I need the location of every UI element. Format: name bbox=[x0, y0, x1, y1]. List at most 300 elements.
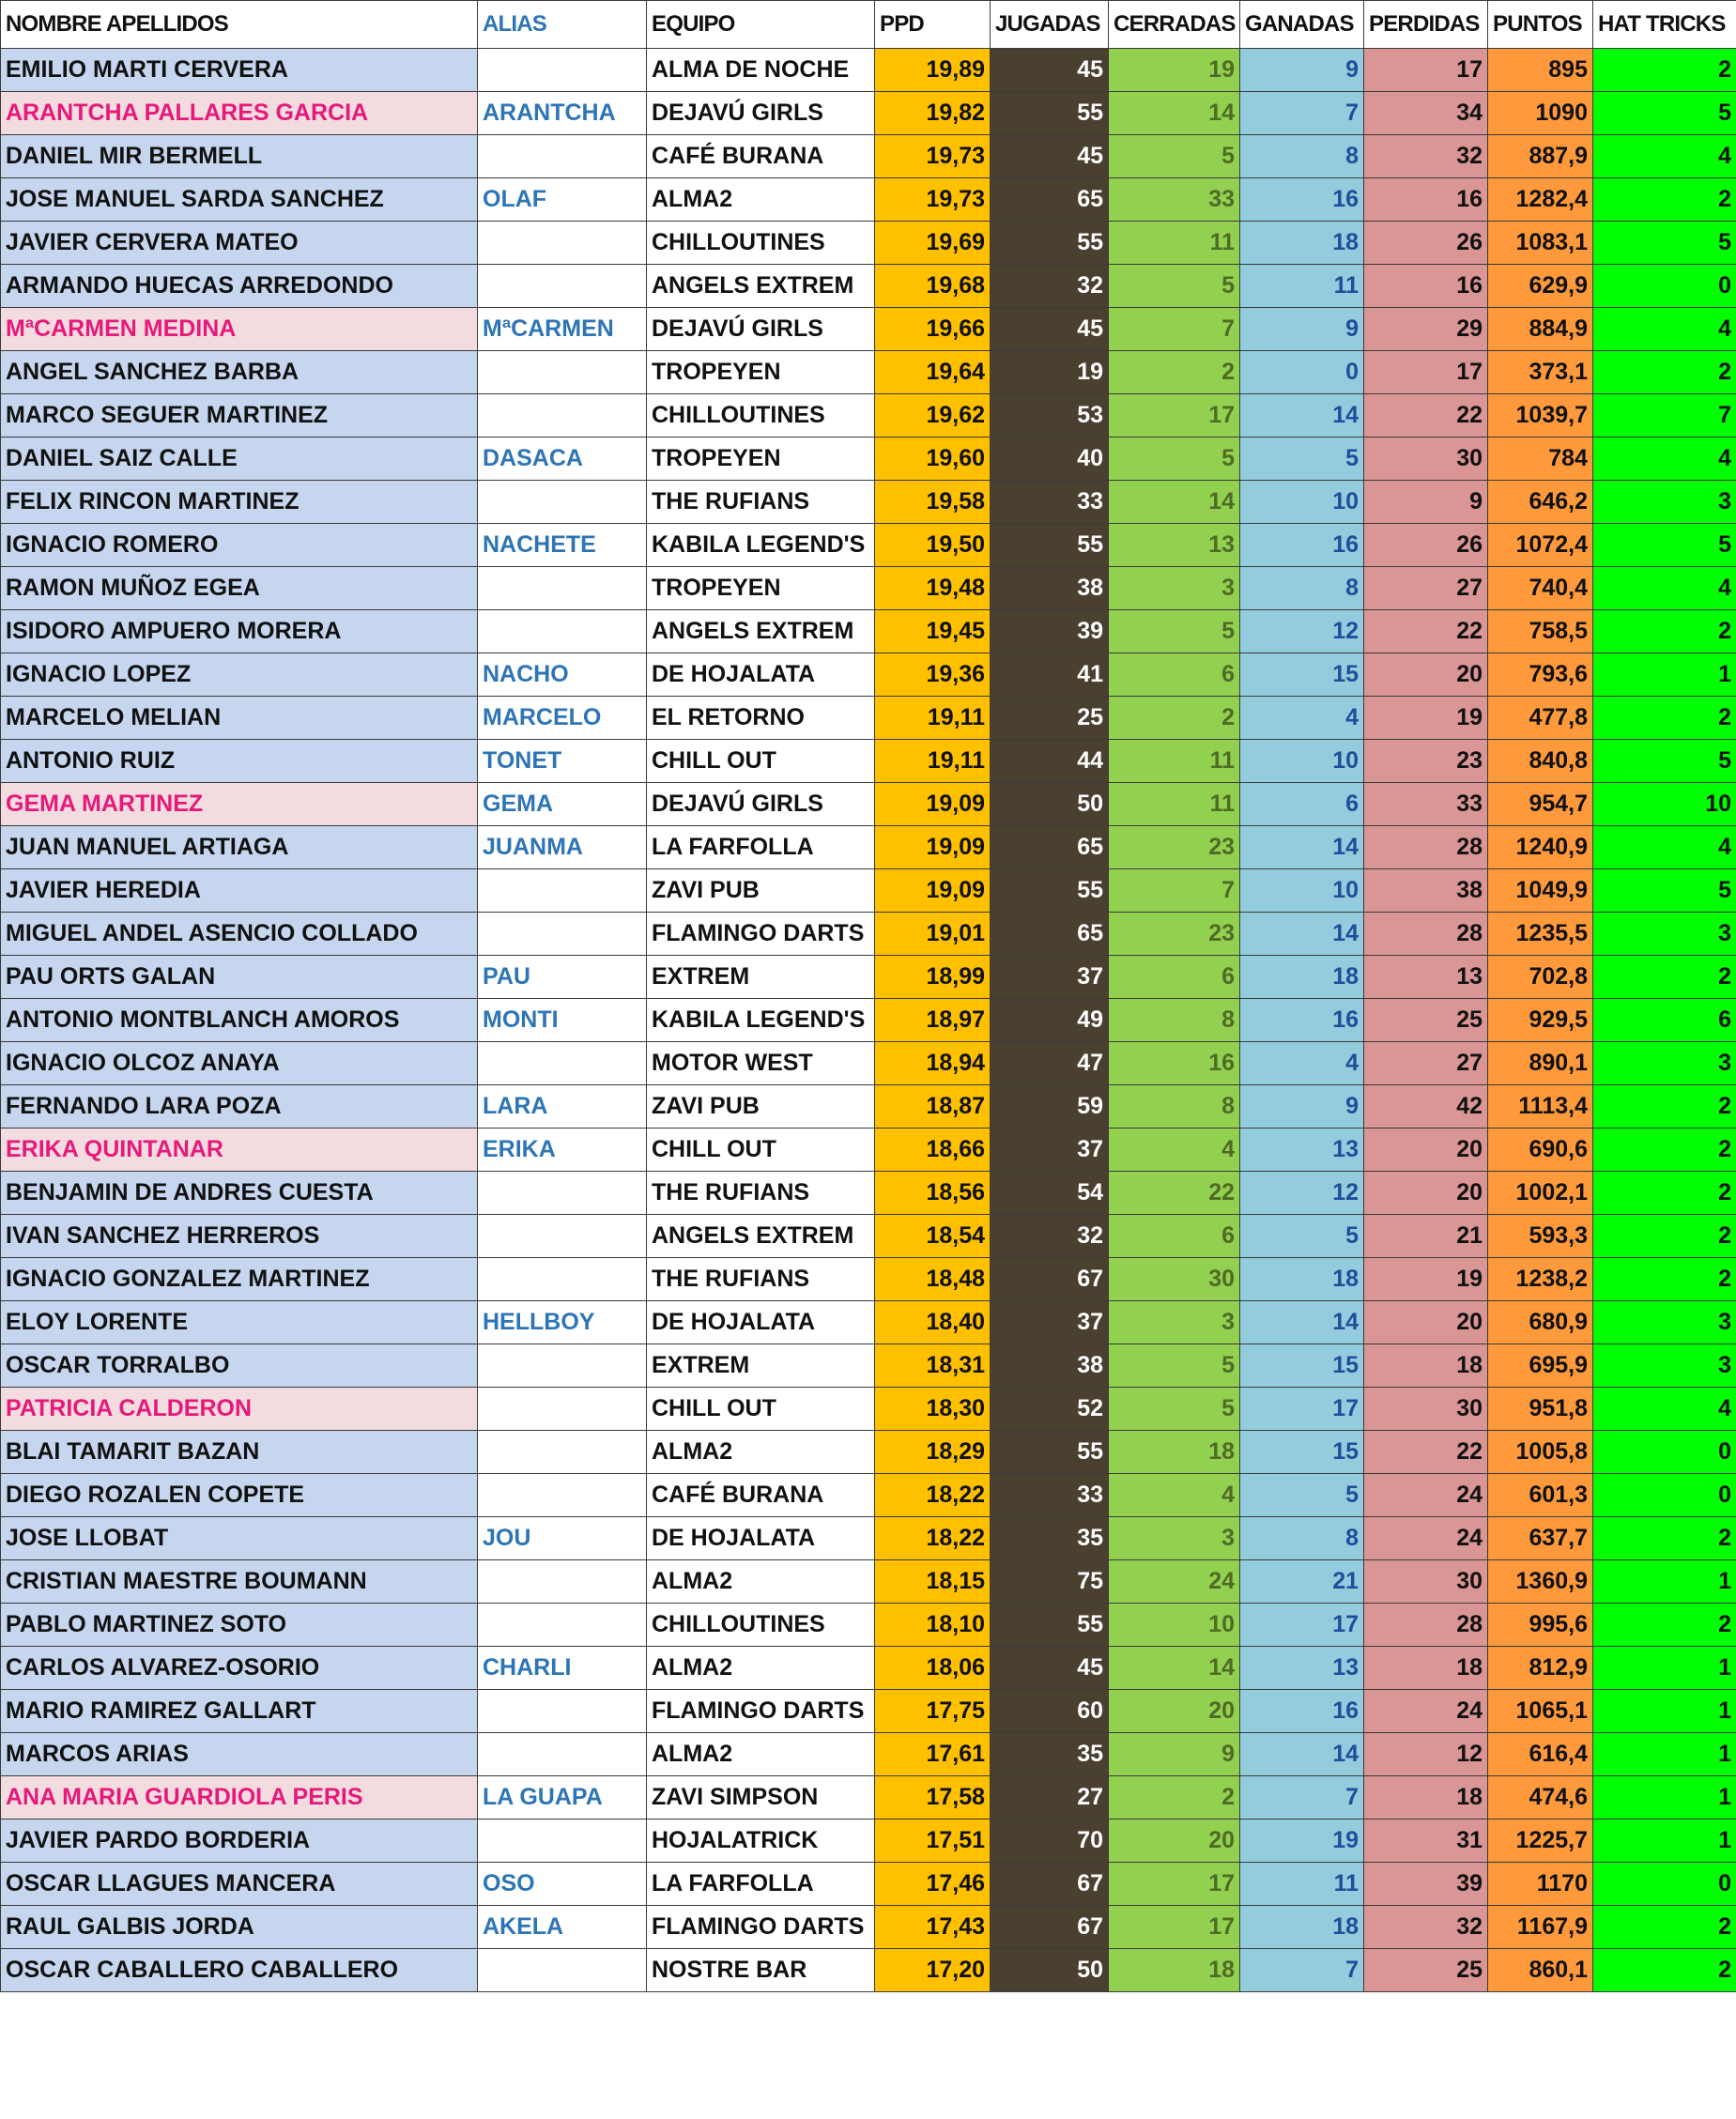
won-cell[interactable]: 9 bbox=[1240, 1085, 1364, 1129]
team-cell[interactable]: ZAVI PUB bbox=[647, 869, 875, 913]
won-cell[interactable]: 12 bbox=[1240, 1172, 1364, 1215]
closed-cell[interactable]: 9 bbox=[1109, 1733, 1240, 1776]
points-cell[interactable]: 637,7 bbox=[1488, 1517, 1593, 1560]
ppd-cell[interactable]: 18,99 bbox=[875, 956, 991, 999]
closed-cell[interactable]: 3 bbox=[1109, 1517, 1240, 1560]
alias-cell[interactable] bbox=[478, 1949, 647, 1992]
ppd-cell[interactable]: 18,56 bbox=[875, 1172, 991, 1215]
ppd-cell[interactable]: 17,43 bbox=[875, 1906, 991, 1949]
points-cell[interactable]: 1238,2 bbox=[1488, 1258, 1593, 1301]
ppd-cell[interactable]: 19,66 bbox=[875, 308, 991, 351]
played-cell[interactable]: 55 bbox=[991, 869, 1109, 913]
closed-cell[interactable]: 22 bbox=[1109, 1172, 1240, 1215]
won-cell[interactable]: 19 bbox=[1240, 1820, 1364, 1863]
played-cell[interactable]: 32 bbox=[991, 1215, 1109, 1258]
lost-cell[interactable]: 26 bbox=[1364, 524, 1488, 567]
points-cell[interactable]: 593,3 bbox=[1488, 1215, 1593, 1258]
closed-cell[interactable]: 18 bbox=[1109, 1949, 1240, 1992]
closed-cell[interactable]: 2 bbox=[1109, 1776, 1240, 1820]
hat-tricks-cell[interactable]: 1 bbox=[1593, 1776, 1736, 1820]
closed-cell[interactable]: 5 bbox=[1109, 135, 1240, 178]
won-cell[interactable]: 18 bbox=[1240, 956, 1364, 999]
alias-cell[interactable] bbox=[478, 1474, 647, 1517]
lost-cell[interactable]: 17 bbox=[1364, 49, 1488, 92]
team-cell[interactable]: NOSTRE BAR bbox=[647, 1949, 875, 1992]
played-cell[interactable]: 53 bbox=[991, 394, 1109, 438]
lost-cell[interactable]: 27 bbox=[1364, 567, 1488, 610]
ppd-cell[interactable]: 18,48 bbox=[875, 1258, 991, 1301]
header-hat-tricks[interactable]: HAT TRICKS bbox=[1593, 1, 1736, 49]
played-cell[interactable]: 47 bbox=[991, 1042, 1109, 1085]
player-name-cell[interactable]: IGNACIO ROMERO bbox=[1, 524, 478, 567]
points-cell[interactable]: 1225,7 bbox=[1488, 1820, 1593, 1863]
points-cell[interactable]: 1360,9 bbox=[1488, 1560, 1593, 1604]
points-cell[interactable]: 690,6 bbox=[1488, 1129, 1593, 1172]
ppd-cell[interactable]: 19,58 bbox=[875, 481, 991, 524]
played-cell[interactable]: 35 bbox=[991, 1733, 1109, 1776]
closed-cell[interactable]: 4 bbox=[1109, 1474, 1240, 1517]
won-cell[interactable]: 11 bbox=[1240, 1863, 1364, 1906]
won-cell[interactable]: 10 bbox=[1240, 481, 1364, 524]
hat-tricks-cell[interactable]: 2 bbox=[1593, 697, 1736, 740]
alias-cell[interactable]: DASACA bbox=[478, 438, 647, 481]
points-cell[interactable]: 1282,4 bbox=[1488, 178, 1593, 222]
played-cell[interactable]: 60 bbox=[991, 1690, 1109, 1733]
lost-cell[interactable]: 16 bbox=[1364, 178, 1488, 222]
ppd-cell[interactable]: 19,73 bbox=[875, 178, 991, 222]
closed-cell[interactable]: 14 bbox=[1109, 1647, 1240, 1690]
alias-cell[interactable] bbox=[478, 1388, 647, 1431]
team-cell[interactable]: ALMA2 bbox=[647, 1647, 875, 1690]
played-cell[interactable]: 33 bbox=[991, 481, 1109, 524]
played-cell[interactable]: 27 bbox=[991, 1776, 1109, 1820]
ppd-cell[interactable]: 19,36 bbox=[875, 653, 991, 697]
won-cell[interactable]: 8 bbox=[1240, 1517, 1364, 1560]
player-name-cell[interactable]: MARCOS ARIAS bbox=[1, 1733, 478, 1776]
team-cell[interactable]: FLAMINGO DARTS bbox=[647, 913, 875, 956]
closed-cell[interactable]: 7 bbox=[1109, 869, 1240, 913]
alias-cell[interactable] bbox=[478, 567, 647, 610]
hat-tricks-cell[interactable]: 3 bbox=[1593, 1344, 1736, 1388]
hat-tricks-cell[interactable]: 5 bbox=[1593, 524, 1736, 567]
header-points[interactable]: PUNTOS bbox=[1488, 1, 1593, 49]
ppd-cell[interactable]: 18,22 bbox=[875, 1517, 991, 1560]
points-cell[interactable]: 477,8 bbox=[1488, 697, 1593, 740]
team-cell[interactable]: KABILA LEGEND'S bbox=[647, 524, 875, 567]
team-cell[interactable]: LA FARFOLLA bbox=[647, 1863, 875, 1906]
points-cell[interactable]: 1167,9 bbox=[1488, 1906, 1593, 1949]
ppd-cell[interactable]: 18,40 bbox=[875, 1301, 991, 1344]
team-cell[interactable]: CHILL OUT bbox=[647, 1129, 875, 1172]
player-name-cell[interactable]: PABLO MARTINEZ SOTO bbox=[1, 1604, 478, 1647]
hat-tricks-cell[interactable]: 0 bbox=[1593, 1863, 1736, 1906]
lost-cell[interactable]: 31 bbox=[1364, 1820, 1488, 1863]
ppd-cell[interactable]: 19,60 bbox=[875, 438, 991, 481]
alias-cell[interactable] bbox=[478, 869, 647, 913]
lost-cell[interactable]: 22 bbox=[1364, 1431, 1488, 1474]
hat-tricks-cell[interactable]: 4 bbox=[1593, 1388, 1736, 1431]
points-cell[interactable]: 1072,4 bbox=[1488, 524, 1593, 567]
closed-cell[interactable]: 5 bbox=[1109, 438, 1240, 481]
team-cell[interactable]: THE RUFIANS bbox=[647, 1258, 875, 1301]
header-alias[interactable]: ALIAS bbox=[478, 1, 647, 49]
team-cell[interactable]: CAFÉ BURANA bbox=[647, 1474, 875, 1517]
ppd-cell[interactable]: 18,66 bbox=[875, 1129, 991, 1172]
player-name-cell[interactable]: ANA MARIA GUARDIOLA PERIS bbox=[1, 1776, 478, 1820]
ppd-cell[interactable]: 19,82 bbox=[875, 92, 991, 135]
lost-cell[interactable]: 42 bbox=[1364, 1085, 1488, 1129]
alias-cell[interactable]: NACHO bbox=[478, 653, 647, 697]
hat-tricks-cell[interactable]: 2 bbox=[1593, 1172, 1736, 1215]
closed-cell[interactable]: 17 bbox=[1109, 1863, 1240, 1906]
played-cell[interactable]: 75 bbox=[991, 1560, 1109, 1604]
closed-cell[interactable]: 10 bbox=[1109, 1604, 1240, 1647]
played-cell[interactable]: 37 bbox=[991, 1129, 1109, 1172]
hat-tricks-cell[interactable]: 1 bbox=[1593, 1690, 1736, 1733]
team-cell[interactable]: MOTOR WEST bbox=[647, 1042, 875, 1085]
ppd-cell[interactable]: 17,46 bbox=[875, 1863, 991, 1906]
player-name-cell[interactable]: MARCELO MELIAN bbox=[1, 697, 478, 740]
won-cell[interactable]: 13 bbox=[1240, 1647, 1364, 1690]
team-cell[interactable]: DEJAVÚ GIRLS bbox=[647, 783, 875, 826]
played-cell[interactable]: 33 bbox=[991, 1474, 1109, 1517]
player-name-cell[interactable]: PATRICIA CALDERON bbox=[1, 1388, 478, 1431]
alias-cell[interactable] bbox=[478, 1733, 647, 1776]
points-cell[interactable]: 1002,1 bbox=[1488, 1172, 1593, 1215]
points-cell[interactable]: 951,8 bbox=[1488, 1388, 1593, 1431]
played-cell[interactable]: 38 bbox=[991, 1344, 1109, 1388]
alias-cell[interactable] bbox=[478, 1820, 647, 1863]
played-cell[interactable]: 65 bbox=[991, 178, 1109, 222]
player-name-cell[interactable]: JOSE LLOBAT bbox=[1, 1517, 478, 1560]
alias-cell[interactable]: GEMA bbox=[478, 783, 647, 826]
won-cell[interactable]: 10 bbox=[1240, 740, 1364, 783]
ppd-cell[interactable]: 17,51 bbox=[875, 1820, 991, 1863]
team-cell[interactable]: ALMA2 bbox=[647, 1733, 875, 1776]
points-cell[interactable]: 740,4 bbox=[1488, 567, 1593, 610]
played-cell[interactable]: 40 bbox=[991, 438, 1109, 481]
alias-cell[interactable]: ERIKA bbox=[478, 1129, 647, 1172]
player-name-cell[interactable]: DANIEL MIR BERMELL bbox=[1, 135, 478, 178]
ppd-cell[interactable]: 19,69 bbox=[875, 222, 991, 265]
team-cell[interactable]: ANGELS EXTREM bbox=[647, 610, 875, 653]
alias-cell[interactable]: MONTI bbox=[478, 999, 647, 1042]
team-cell[interactable]: THE RUFIANS bbox=[647, 1172, 875, 1215]
won-cell[interactable]: 15 bbox=[1240, 653, 1364, 697]
player-name-cell[interactable]: JAVIER CERVERA MATEO bbox=[1, 222, 478, 265]
won-cell[interactable]: 16 bbox=[1240, 1690, 1364, 1733]
lost-cell[interactable]: 39 bbox=[1364, 1863, 1488, 1906]
hat-tricks-cell[interactable]: 5 bbox=[1593, 222, 1736, 265]
alias-cell[interactable]: MªCARMEN bbox=[478, 308, 647, 351]
header-ppd[interactable]: PPD bbox=[875, 1, 991, 49]
player-name-cell[interactable]: MARCO SEGUER MARTINEZ bbox=[1, 394, 478, 438]
points-cell[interactable]: 895 bbox=[1488, 49, 1593, 92]
team-cell[interactable]: DE HOJALATA bbox=[647, 653, 875, 697]
won-cell[interactable]: 18 bbox=[1240, 222, 1364, 265]
team-cell[interactable]: ANGELS EXTREM bbox=[647, 1215, 875, 1258]
player-name-cell[interactable]: CARLOS ALVAREZ-OSORIO bbox=[1, 1647, 478, 1690]
team-cell[interactable]: ANGELS EXTREM bbox=[647, 265, 875, 308]
team-cell[interactable]: CAFÉ BURANA bbox=[647, 135, 875, 178]
team-cell[interactable]: DE HOJALATA bbox=[647, 1517, 875, 1560]
lost-cell[interactable]: 34 bbox=[1364, 92, 1488, 135]
alias-cell[interactable] bbox=[478, 1344, 647, 1388]
lost-cell[interactable]: 18 bbox=[1364, 1647, 1488, 1690]
points-cell[interactable]: 995,6 bbox=[1488, 1604, 1593, 1647]
lost-cell[interactable]: 27 bbox=[1364, 1042, 1488, 1085]
played-cell[interactable]: 37 bbox=[991, 1301, 1109, 1344]
ppd-cell[interactable]: 17,61 bbox=[875, 1733, 991, 1776]
ppd-cell[interactable]: 18,06 bbox=[875, 1647, 991, 1690]
team-cell[interactable]: DEJAVÚ GIRLS bbox=[647, 308, 875, 351]
played-cell[interactable]: 54 bbox=[991, 1172, 1109, 1215]
points-cell[interactable]: 629,9 bbox=[1488, 265, 1593, 308]
player-name-cell[interactable]: IGNACIO GONZALEZ MARTINEZ bbox=[1, 1258, 478, 1301]
hat-tricks-cell[interactable]: 3 bbox=[1593, 1301, 1736, 1344]
closed-cell[interactable]: 3 bbox=[1109, 567, 1240, 610]
team-cell[interactable]: KABILA LEGEND'S bbox=[647, 999, 875, 1042]
alias-cell[interactable]: AKELA bbox=[478, 1906, 647, 1949]
hat-tricks-cell[interactable]: 2 bbox=[1593, 1906, 1736, 1949]
ppd-cell[interactable]: 18,15 bbox=[875, 1560, 991, 1604]
team-cell[interactable]: CHILLOUTINES bbox=[647, 394, 875, 438]
ppd-cell[interactable]: 19,11 bbox=[875, 740, 991, 783]
closed-cell[interactable]: 5 bbox=[1109, 610, 1240, 653]
team-cell[interactable]: CHILL OUT bbox=[647, 1388, 875, 1431]
closed-cell[interactable]: 8 bbox=[1109, 999, 1240, 1042]
lost-cell[interactable]: 32 bbox=[1364, 1906, 1488, 1949]
alias-cell[interactable] bbox=[478, 1042, 647, 1085]
player-name-cell[interactable]: MARIO RAMIREZ GALLART bbox=[1, 1690, 478, 1733]
won-cell[interactable]: 9 bbox=[1240, 308, 1364, 351]
closed-cell[interactable]: 13 bbox=[1109, 524, 1240, 567]
ppd-cell[interactable]: 18,22 bbox=[875, 1474, 991, 1517]
played-cell[interactable]: 38 bbox=[991, 567, 1109, 610]
alias-cell[interactable] bbox=[478, 1431, 647, 1474]
hat-tricks-cell[interactable]: 4 bbox=[1593, 826, 1736, 869]
lost-cell[interactable]: 18 bbox=[1364, 1776, 1488, 1820]
closed-cell[interactable]: 5 bbox=[1109, 1344, 1240, 1388]
alias-cell[interactable]: HELLBOY bbox=[478, 1301, 647, 1344]
closed-cell[interactable]: 14 bbox=[1109, 481, 1240, 524]
lost-cell[interactable]: 23 bbox=[1364, 740, 1488, 783]
won-cell[interactable]: 4 bbox=[1240, 697, 1364, 740]
lost-cell[interactable]: 29 bbox=[1364, 308, 1488, 351]
player-name-cell[interactable]: CRISTIAN MAESTRE BOUMANN bbox=[1, 1560, 478, 1604]
team-cell[interactable]: CHILLOUTINES bbox=[647, 1604, 875, 1647]
won-cell[interactable]: 4 bbox=[1240, 1042, 1364, 1085]
won-cell[interactable]: 16 bbox=[1240, 178, 1364, 222]
ppd-cell[interactable]: 18,10 bbox=[875, 1604, 991, 1647]
hat-tricks-cell[interactable]: 2 bbox=[1593, 1517, 1736, 1560]
won-cell[interactable]: 8 bbox=[1240, 567, 1364, 610]
alias-cell[interactable]: LA GUAPA bbox=[478, 1776, 647, 1820]
ppd-cell[interactable]: 17,20 bbox=[875, 1949, 991, 1992]
team-cell[interactable]: DEJAVÚ GIRLS bbox=[647, 92, 875, 135]
closed-cell[interactable]: 19 bbox=[1109, 49, 1240, 92]
lost-cell[interactable]: 18 bbox=[1364, 1344, 1488, 1388]
hat-tricks-cell[interactable]: 2 bbox=[1593, 1949, 1736, 1992]
closed-cell[interactable]: 23 bbox=[1109, 826, 1240, 869]
won-cell[interactable]: 6 bbox=[1240, 783, 1364, 826]
lost-cell[interactable]: 33 bbox=[1364, 783, 1488, 826]
player-name-cell[interactable]: JAVIER HEREDIA bbox=[1, 869, 478, 913]
team-cell[interactable]: FLAMINGO DARTS bbox=[647, 1906, 875, 1949]
player-name-cell[interactable]: ELOY LORENTE bbox=[1, 1301, 478, 1344]
player-name-cell[interactable]: IGNACIO OLCOZ ANAYA bbox=[1, 1042, 478, 1085]
hat-tricks-cell[interactable]: 1 bbox=[1593, 1820, 1736, 1863]
closed-cell[interactable]: 11 bbox=[1109, 783, 1240, 826]
ppd-cell[interactable]: 18,94 bbox=[875, 1042, 991, 1085]
player-name-cell[interactable]: RAUL GALBIS JORDA bbox=[1, 1906, 478, 1949]
played-cell[interactable]: 52 bbox=[991, 1388, 1109, 1431]
won-cell[interactable]: 9 bbox=[1240, 49, 1364, 92]
player-name-cell[interactable]: JAVIER PARDO BORDERIA bbox=[1, 1820, 478, 1863]
alias-cell[interactable] bbox=[478, 135, 647, 178]
alias-cell[interactable] bbox=[478, 49, 647, 92]
points-cell[interactable]: 646,2 bbox=[1488, 481, 1593, 524]
points-cell[interactable]: 1065,1 bbox=[1488, 1690, 1593, 1733]
lost-cell[interactable]: 28 bbox=[1364, 826, 1488, 869]
alias-cell[interactable]: ARANTCHA bbox=[478, 92, 647, 135]
team-cell[interactable]: TROPEYEN bbox=[647, 438, 875, 481]
hat-tricks-cell[interactable]: 0 bbox=[1593, 1431, 1736, 1474]
closed-cell[interactable]: 24 bbox=[1109, 1560, 1240, 1604]
points-cell[interactable]: 758,5 bbox=[1488, 610, 1593, 653]
ppd-cell[interactable]: 19,64 bbox=[875, 351, 991, 394]
points-cell[interactable]: 1235,5 bbox=[1488, 913, 1593, 956]
played-cell[interactable]: 45 bbox=[991, 49, 1109, 92]
team-cell[interactable]: THE RUFIANS bbox=[647, 481, 875, 524]
header-team[interactable]: EQUIPO bbox=[647, 1, 875, 49]
played-cell[interactable]: 45 bbox=[991, 308, 1109, 351]
played-cell[interactable]: 65 bbox=[991, 913, 1109, 956]
hat-tricks-cell[interactable]: 2 bbox=[1593, 610, 1736, 653]
team-cell[interactable]: ALMA DE NOCHE bbox=[647, 49, 875, 92]
ppd-cell[interactable]: 19,09 bbox=[875, 869, 991, 913]
points-cell[interactable]: 474,6 bbox=[1488, 1776, 1593, 1820]
played-cell[interactable]: 55 bbox=[991, 524, 1109, 567]
points-cell[interactable]: 812,9 bbox=[1488, 1647, 1593, 1690]
player-name-cell[interactable]: IVAN SANCHEZ HERREROS bbox=[1, 1215, 478, 1258]
won-cell[interactable]: 21 bbox=[1240, 1560, 1364, 1604]
closed-cell[interactable]: 7 bbox=[1109, 308, 1240, 351]
team-cell[interactable]: EXTREM bbox=[647, 1344, 875, 1388]
lost-cell[interactable]: 22 bbox=[1364, 394, 1488, 438]
played-cell[interactable]: 45 bbox=[991, 135, 1109, 178]
player-name-cell[interactable]: DANIEL SAIZ CALLE bbox=[1, 438, 478, 481]
lost-cell[interactable]: 28 bbox=[1364, 1604, 1488, 1647]
played-cell[interactable]: 67 bbox=[991, 1906, 1109, 1949]
alias-cell[interactable] bbox=[478, 1560, 647, 1604]
ppd-cell[interactable]: 18,97 bbox=[875, 999, 991, 1042]
lost-cell[interactable]: 16 bbox=[1364, 265, 1488, 308]
player-name-cell[interactable]: BLAI TAMARIT BAZAN bbox=[1, 1431, 478, 1474]
alias-cell[interactable]: JOU bbox=[478, 1517, 647, 1560]
played-cell[interactable]: 44 bbox=[991, 740, 1109, 783]
lost-cell[interactable]: 30 bbox=[1364, 1388, 1488, 1431]
points-cell[interactable]: 884,9 bbox=[1488, 308, 1593, 351]
player-name-cell[interactable]: DIEGO ROZALEN COPETE bbox=[1, 1474, 478, 1517]
closed-cell[interactable]: 2 bbox=[1109, 351, 1240, 394]
lost-cell[interactable]: 24 bbox=[1364, 1690, 1488, 1733]
ppd-cell[interactable]: 19,09 bbox=[875, 826, 991, 869]
alias-cell[interactable] bbox=[478, 913, 647, 956]
played-cell[interactable]: 55 bbox=[991, 92, 1109, 135]
alias-cell[interactable]: PAU bbox=[478, 956, 647, 999]
player-name-cell[interactable]: JUAN MANUEL ARTIAGA bbox=[1, 826, 478, 869]
lost-cell[interactable]: 25 bbox=[1364, 1949, 1488, 1992]
team-cell[interactable]: CHILLOUTINES bbox=[647, 222, 875, 265]
played-cell[interactable]: 45 bbox=[991, 1647, 1109, 1690]
closed-cell[interactable]: 8 bbox=[1109, 1085, 1240, 1129]
hat-tricks-cell[interactable]: 2 bbox=[1593, 351, 1736, 394]
alias-cell[interactable] bbox=[478, 610, 647, 653]
header-won[interactable]: GANADAS bbox=[1240, 1, 1364, 49]
hat-tricks-cell[interactable]: 2 bbox=[1593, 1129, 1736, 1172]
lost-cell[interactable]: 9 bbox=[1364, 481, 1488, 524]
won-cell[interactable]: 11 bbox=[1240, 265, 1364, 308]
closed-cell[interactable]: 16 bbox=[1109, 1042, 1240, 1085]
hat-tricks-cell[interactable]: 4 bbox=[1593, 308, 1736, 351]
closed-cell[interactable]: 11 bbox=[1109, 740, 1240, 783]
alias-cell[interactable]: MARCELO bbox=[478, 697, 647, 740]
closed-cell[interactable]: 14 bbox=[1109, 92, 1240, 135]
ppd-cell[interactable]: 18,54 bbox=[875, 1215, 991, 1258]
lost-cell[interactable]: 30 bbox=[1364, 438, 1488, 481]
closed-cell[interactable]: 17 bbox=[1109, 1906, 1240, 1949]
player-name-cell[interactable]: MªCARMEN MEDINA bbox=[1, 308, 478, 351]
hat-tricks-cell[interactable]: 4 bbox=[1593, 135, 1736, 178]
won-cell[interactable]: 15 bbox=[1240, 1344, 1364, 1388]
won-cell[interactable]: 14 bbox=[1240, 826, 1364, 869]
alias-cell[interactable] bbox=[478, 1258, 647, 1301]
lost-cell[interactable]: 13 bbox=[1364, 956, 1488, 999]
won-cell[interactable]: 10 bbox=[1240, 869, 1364, 913]
ppd-cell[interactable]: 19,62 bbox=[875, 394, 991, 438]
closed-cell[interactable]: 23 bbox=[1109, 913, 1240, 956]
lost-cell[interactable]: 26 bbox=[1364, 222, 1488, 265]
played-cell[interactable]: 65 bbox=[991, 826, 1109, 869]
ppd-cell[interactable]: 19,09 bbox=[875, 783, 991, 826]
team-cell[interactable]: LA FARFOLLA bbox=[647, 826, 875, 869]
ppd-cell[interactable]: 19,48 bbox=[875, 567, 991, 610]
closed-cell[interactable]: 6 bbox=[1109, 956, 1240, 999]
header-name[interactable]: NOMBRE APELLIDOS bbox=[1, 1, 478, 49]
lost-cell[interactable]: 20 bbox=[1364, 1172, 1488, 1215]
won-cell[interactable]: 7 bbox=[1240, 1949, 1364, 1992]
alias-cell[interactable] bbox=[478, 481, 647, 524]
player-name-cell[interactable]: OSCAR TORRALBO bbox=[1, 1344, 478, 1388]
lost-cell[interactable]: 24 bbox=[1364, 1517, 1488, 1560]
points-cell[interactable]: 887,9 bbox=[1488, 135, 1593, 178]
points-cell[interactable]: 929,5 bbox=[1488, 999, 1593, 1042]
won-cell[interactable]: 16 bbox=[1240, 524, 1364, 567]
hat-tricks-cell[interactable]: 2 bbox=[1593, 1604, 1736, 1647]
lost-cell[interactable]: 21 bbox=[1364, 1215, 1488, 1258]
team-cell[interactable]: TROPEYEN bbox=[647, 351, 875, 394]
player-name-cell[interactable]: MIGUEL ANDEL ASENCIO COLLADO bbox=[1, 913, 478, 956]
points-cell[interactable]: 793,6 bbox=[1488, 653, 1593, 697]
closed-cell[interactable]: 6 bbox=[1109, 653, 1240, 697]
won-cell[interactable]: 5 bbox=[1240, 1474, 1364, 1517]
hat-tricks-cell[interactable]: 1 bbox=[1593, 1647, 1736, 1690]
team-cell[interactable]: DE HOJALATA bbox=[647, 1301, 875, 1344]
header-played[interactable]: JUGADAS bbox=[991, 1, 1109, 49]
closed-cell[interactable]: 2 bbox=[1109, 697, 1240, 740]
hat-tricks-cell[interactable]: 4 bbox=[1593, 438, 1736, 481]
